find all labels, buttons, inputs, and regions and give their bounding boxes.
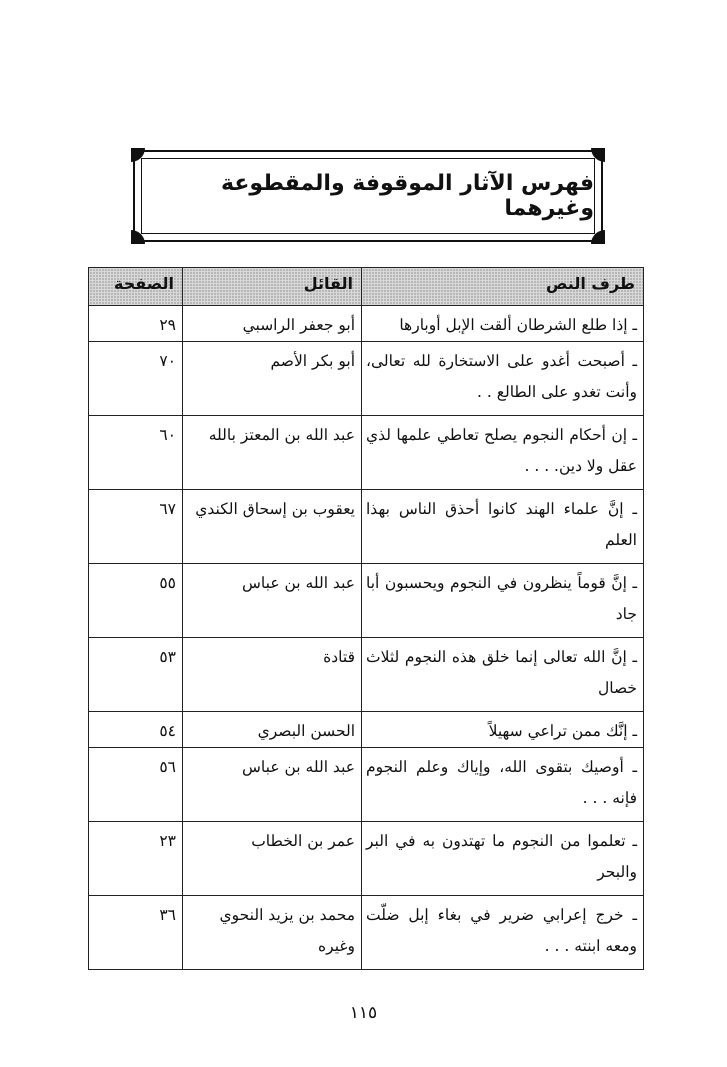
speaker-cell: عبد الله بن عباس	[183, 748, 362, 822]
table-row	[89, 490, 644, 564]
text-cell: ـ إذا طلع الشرطان ألقت الإبل أوبارها	[362, 306, 644, 342]
page-cell: ٢٩	[89, 306, 183, 342]
text-cell: ـ إنَّك ممن تراعي سهيلاً	[362, 712, 644, 748]
text-cell: ـ إنَّ علماء الهند كانوا أحذق الناس بهذا العلم	[362, 490, 644, 564]
text-cell: ـ إنَّ قوماً ينظرون في النجوم ويحسبون أبا جاد	[362, 564, 644, 638]
speaker-cell: أبو بكر الأصم	[183, 342, 362, 416]
table-row	[89, 564, 644, 638]
page-cell: ٥٤	[89, 712, 183, 748]
speaker-cell: قتادة	[183, 638, 362, 712]
table-row	[89, 748, 644, 822]
text-cell: ـ إنَّ الله تعالى إنما خلق هذه النجوم لثلاث خصال	[362, 638, 644, 712]
speaker-cell: عبد الله بن المعتز بالله	[183, 416, 362, 490]
table-row	[89, 822, 644, 896]
header-speaker: القائل	[183, 268, 362, 306]
table-row	[89, 416, 644, 490]
speaker-cell: أبو جعفر الراسبي	[183, 306, 362, 342]
page-cell: ٢٣	[89, 822, 183, 896]
page-number: ١١٥	[349, 1003, 378, 1023]
speaker-cell: الحسن البصري	[183, 712, 362, 748]
table-row	[89, 896, 644, 970]
index-table	[88, 267, 644, 970]
page-cell: ٧٠	[89, 342, 183, 416]
title-frame	[133, 150, 603, 242]
page-cell: ٥٥	[89, 564, 183, 638]
table-row	[89, 638, 644, 712]
page-cell: ٦٧	[89, 490, 183, 564]
page-cell: ٣٦	[89, 896, 183, 970]
table-header-row	[89, 268, 644, 306]
table-row	[89, 306, 644, 342]
speaker-cell: عبد الله بن عباس	[183, 564, 362, 638]
title-inner-border	[141, 158, 595, 234]
speaker-cell: يعقوب بن إسحاق الكندي	[183, 490, 362, 564]
speaker-cell: محمد بن يزيد النحوي وغيره	[183, 896, 362, 970]
text-cell: ـ خرج إعرابي ضرير في بغاء إبل ضلّت ومعه ابنته . . .	[362, 896, 644, 970]
speaker-cell: عمر بن الخطاب	[183, 822, 362, 896]
page-cell: ٦٠	[89, 416, 183, 490]
header-text: طرف النص	[362, 268, 644, 306]
text-cell: ـ أوصيك بتقوى الله، وإياك وعلم النجوم فإنه . . .	[362, 748, 644, 822]
page-cell: ٥٦	[89, 748, 183, 822]
text-cell: ـ تعلموا من النجوم ما تهتدون به في البر والبحر	[362, 822, 644, 896]
header-page: الصفحة	[89, 268, 183, 306]
table-row	[89, 712, 644, 748]
page-title: فهرس الآثار الموقوفة والمقطوعة وغيرهما	[220, 171, 594, 221]
text-cell: ـ أصبحت أغدو على الاستخارة لله تعالى، وأنت تغدو على الطالع . .	[362, 342, 644, 416]
page-cell: ٥٣	[89, 638, 183, 712]
table-row	[89, 342, 644, 416]
text-cell: ـ إن أحكام النجوم يصلح تعاطي علمها لذي عقل ولا دين. . . .	[362, 416, 644, 490]
